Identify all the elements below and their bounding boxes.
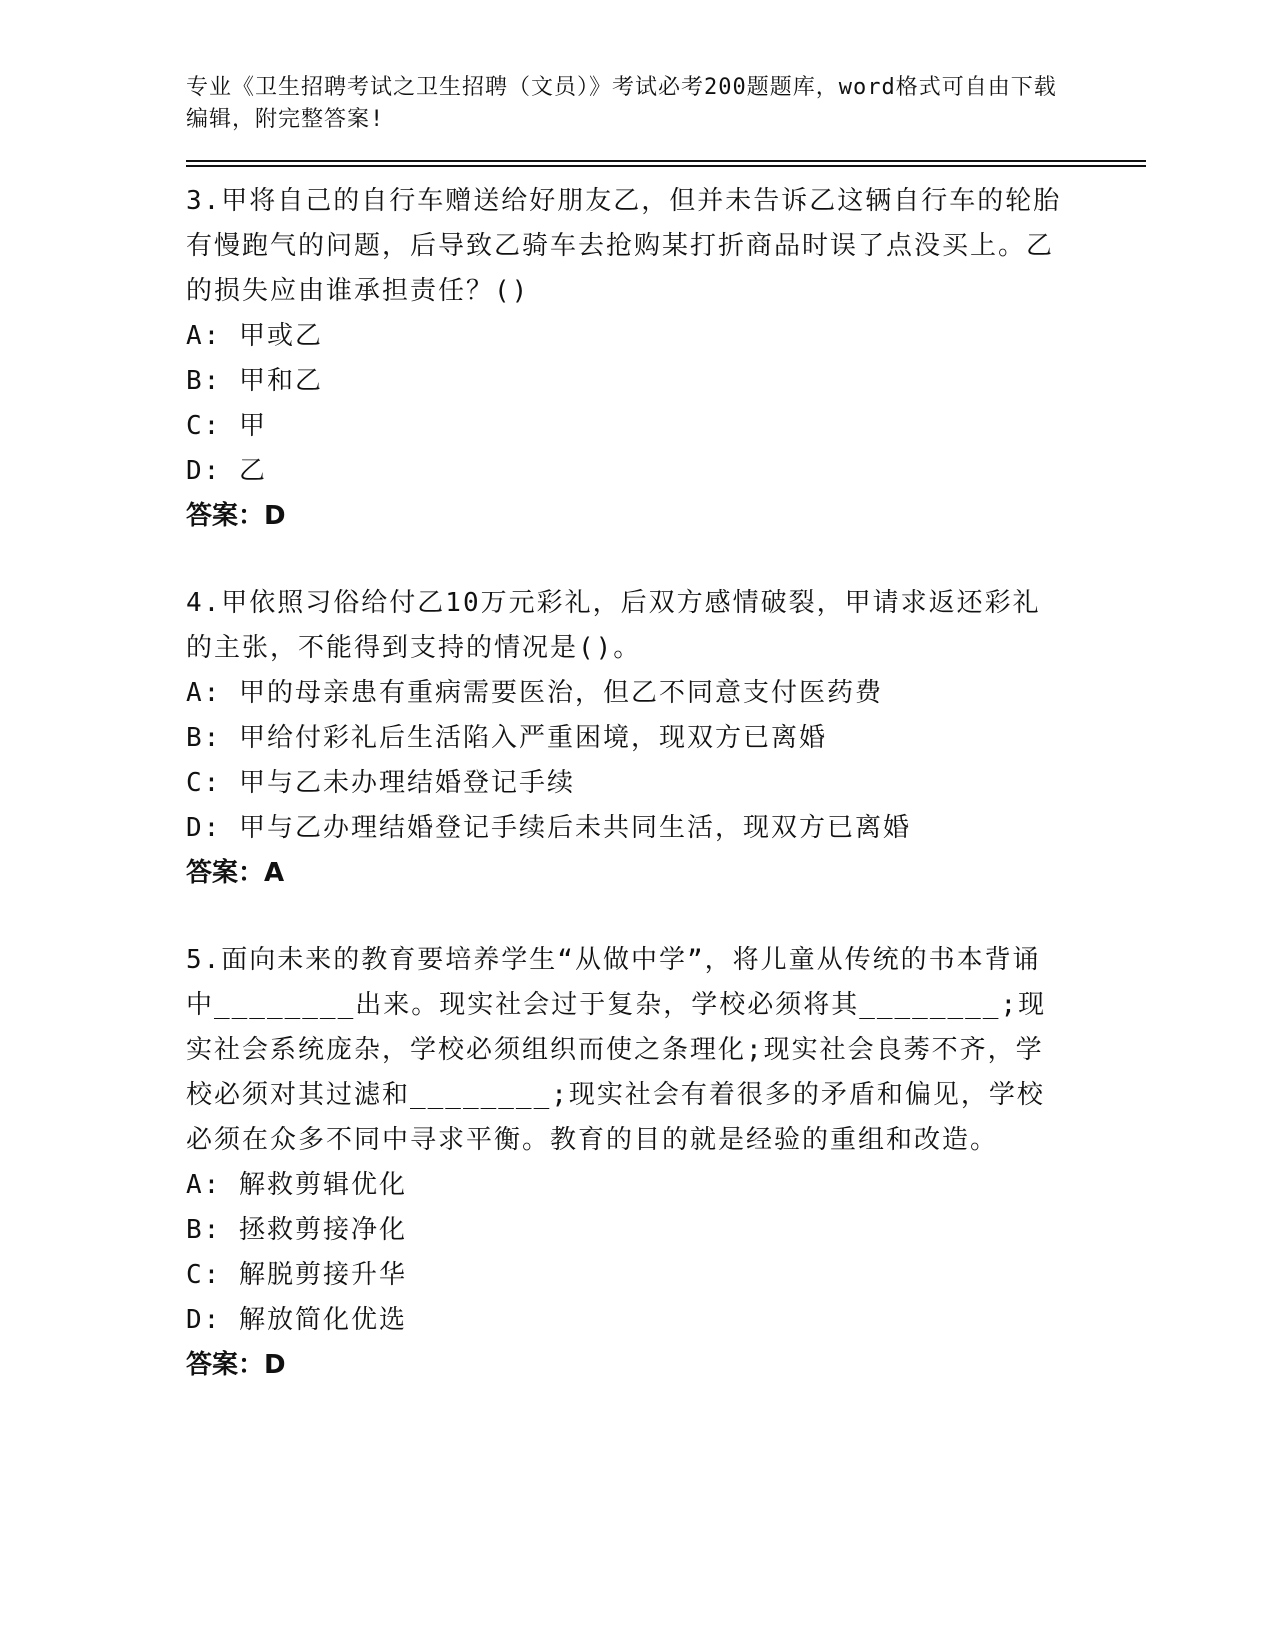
question-3 [186,179,1066,539]
option-d: D: 解放简化优选 [186,1305,407,1335]
option-c: C: 甲 [186,411,267,441]
answer-label: 答案：D [186,501,286,531]
question-4 [186,581,1066,896]
document-header: 专业《卫生招聘考试之卫生招聘（文员）》考试必考200题题库，word格式可自由下载编辑，附完整答案! [186,75,1057,132]
option-b: B: 甲给付彩礼后生活陷入严重困境，现双方已离婚 [186,723,827,753]
option-b: B: 甲和乙 [186,366,323,396]
answer-label: 答案：D [186,1350,286,1380]
question-stem: 3.甲将自己的自行车赠送给好朋友乙，但并未告诉乙这辆自行车的轮胎有慢跑气的问题，后导致乙骑车去抢购某打折商品时误了点没买上。乙的损失应由谁承担责任？() [186,186,1062,306]
option-a: A: 解救剪辑优化 [186,1170,407,1200]
document-page [186,72,1146,1388]
option-b: B: 拯救剪接净化 [186,1215,407,1245]
question-stem: 4.甲依照习俗给付乙10万元彩礼，后双方感情破裂，甲请求返还彩礼的主张，不能得到支持的情况是()。 [186,588,1041,663]
question-stem: 5.面向未来的教育要培养学生“从做中学”，将儿童从传统的书本背诵中________出来。现实社会过于复杂，学校必须将其________;现实社会系统庞杂，学校必须组织而使之条理化;现实社会良莠不齐，学校必须对其过滤和________;现实社会有着很多的矛盾和偏见，学校必须在众多不同中寻求平衡。教育的目的就是经验的重组和改造。 [186,945,1047,1155]
answer-label: 答案：A [186,858,285,888]
option-a: A: 甲或乙 [186,321,323,351]
question-5 [186,938,1066,1388]
option-d: D: 甲与乙办理结婚登记手续后未共同生活，现双方已离婚 [186,813,911,843]
option-c: C: 解脱剪接升华 [186,1260,407,1290]
option-d: D: 乙 [186,456,267,486]
option-c: C: 甲与乙未办理结婚登记手续 [186,768,575,798]
header-divider [186,160,1146,167]
option-a: A: 甲的母亲患有重病需要医治，但乙不同意支付医药费 [186,678,883,708]
